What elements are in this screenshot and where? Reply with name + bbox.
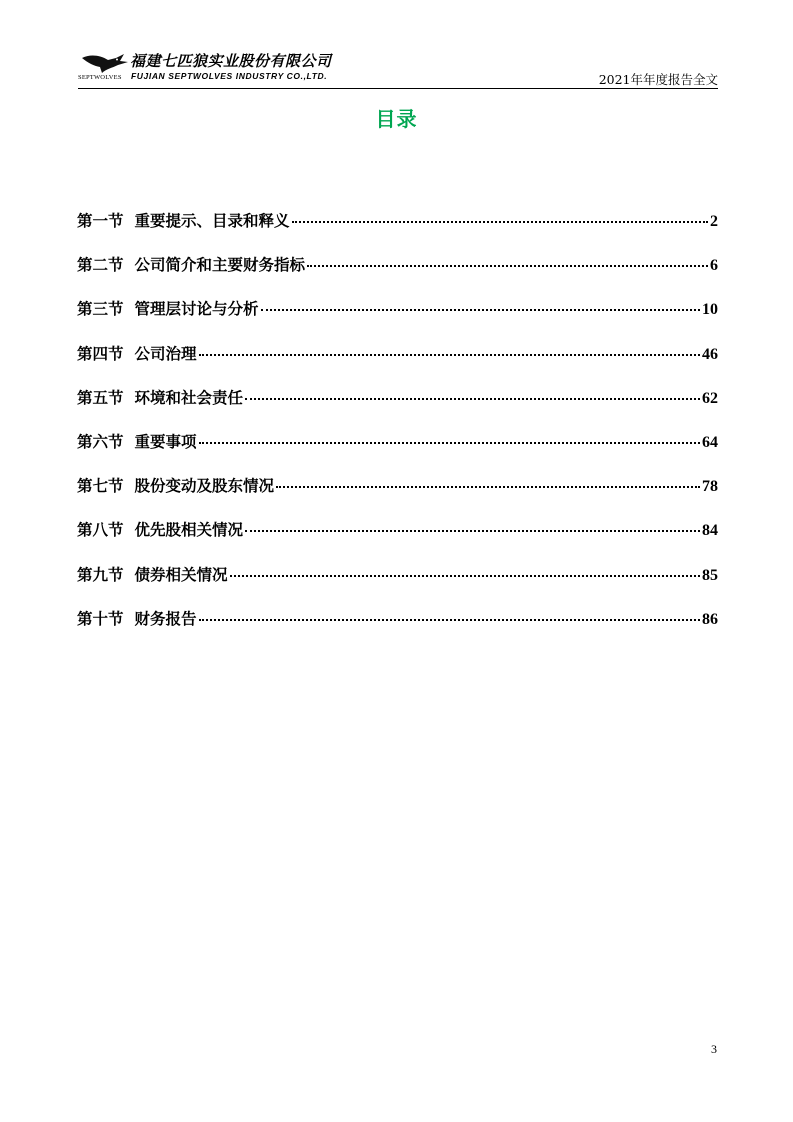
toc-entry[interactable] xyxy=(77,297,718,341)
toc-section-number: 第四节 xyxy=(77,344,124,363)
page-number: 3 xyxy=(711,1042,717,1056)
toc-section-number: 第七节 xyxy=(77,477,124,496)
toc-section-name: 环境和社会责任 xyxy=(134,388,244,407)
header-divider xyxy=(78,88,718,89)
toc-page-number: 6 xyxy=(710,257,718,275)
toc-entry[interactable] xyxy=(77,209,718,253)
table-of-contents xyxy=(77,209,718,651)
toc-section-number: 第六节 xyxy=(77,432,124,451)
toc-dot-leader xyxy=(199,608,700,624)
brand-wordmark: SEPTWOLVES xyxy=(78,74,122,81)
toc-page-number: 85 xyxy=(702,566,718,584)
toc-page-number: 78 xyxy=(702,478,718,496)
toc-dot-leader xyxy=(230,564,700,580)
toc-section-number: 第三节 xyxy=(77,300,124,319)
page-header xyxy=(78,48,718,90)
toc-page-number: 10 xyxy=(702,301,718,319)
toc-dot-leader xyxy=(199,343,700,359)
toc-entry[interactable] xyxy=(77,430,718,474)
toc-page-number: 2 xyxy=(710,213,718,230)
toc-section-name: 重要提示、目录和释义 xyxy=(134,212,290,230)
wolf-logo-icon xyxy=(80,52,130,74)
toc-section-name: 重要事项 xyxy=(134,432,197,451)
toc-section-number: 第十节 xyxy=(77,609,124,628)
toc-dot-leader xyxy=(292,211,708,227)
toc-section-number: 第九节 xyxy=(77,565,124,584)
company-logo xyxy=(78,48,368,86)
toc-section-name: 公司治理 xyxy=(134,344,197,363)
toc-dot-leader xyxy=(245,387,700,403)
toc-entry[interactable] xyxy=(77,386,718,430)
toc-section-name: 优先股相关情况 xyxy=(134,521,244,540)
toc-page-number: 64 xyxy=(702,433,718,451)
toc-section-name: 管理层讨论与分析 xyxy=(134,300,259,319)
toc-page-number: 86 xyxy=(702,610,718,628)
toc-dot-leader xyxy=(276,476,700,492)
toc-section-number: 第五节 xyxy=(77,388,124,407)
toc-section-name: 公司简介和主要财务指标 xyxy=(134,256,306,275)
toc-section-name: 股份变动及股东情况 xyxy=(134,477,275,496)
toc-section-name: 债券相关情况 xyxy=(134,565,228,584)
company-name-en: FUJIAN SEPTWOLVES INDUSTRY CO.,LTD. xyxy=(131,71,328,81)
toc-entry[interactable] xyxy=(77,342,718,386)
toc-dot-leader xyxy=(199,431,700,447)
toc-title: 目录 xyxy=(375,107,418,131)
toc-dot-leader xyxy=(307,255,708,271)
toc-page-number: 62 xyxy=(702,389,718,407)
toc-page-number: 46 xyxy=(702,345,718,363)
toc-entry[interactable] xyxy=(77,518,718,562)
toc-section-number: 第二节 xyxy=(77,256,124,275)
toc-dot-leader xyxy=(245,520,700,536)
toc-entry[interactable] xyxy=(77,563,718,607)
toc-entry[interactable] xyxy=(77,474,718,518)
company-name-cn: 福建七匹狼实业股份有限公司 xyxy=(130,52,332,70)
report-title: 2021年年度报告全文 xyxy=(598,72,718,87)
toc-page-number: 84 xyxy=(702,522,718,540)
toc-section-number: 第一节 xyxy=(77,212,124,230)
toc-entry[interactable] xyxy=(77,253,718,297)
toc-section-number: 第八节 xyxy=(77,521,124,540)
toc-section-name: 财务报告 xyxy=(134,609,197,628)
toc-dot-leader xyxy=(261,299,700,315)
toc-entry[interactable] xyxy=(77,607,718,651)
